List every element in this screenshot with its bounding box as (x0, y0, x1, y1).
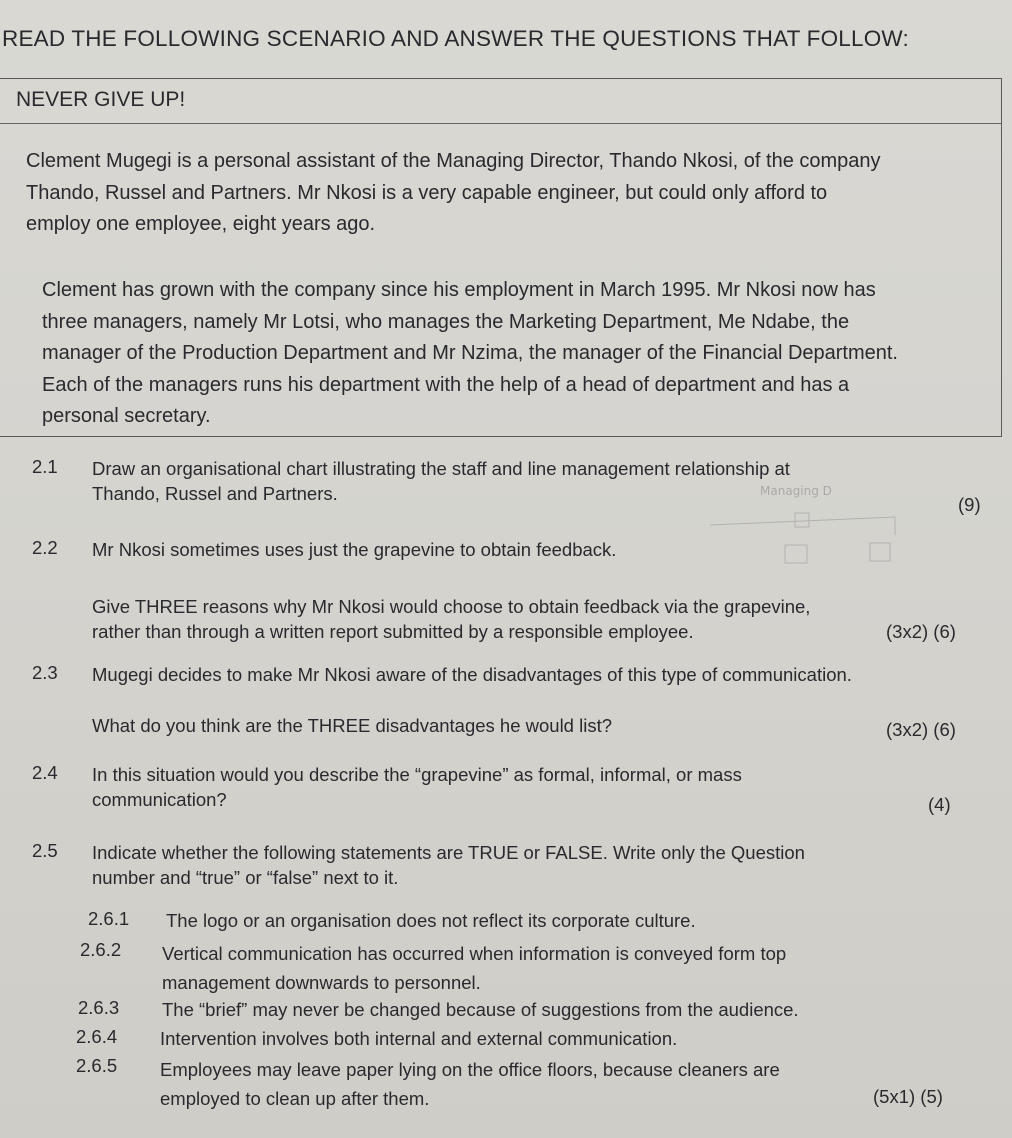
text-line: Thando, Russel and Partners. (92, 483, 338, 504)
statement-number: 2.6.5 (76, 1055, 118, 1076)
question-2-3 (92, 662, 852, 687)
text-line: The “brief” may never be changed because of suggestions from the audience. (162, 999, 799, 1020)
text-line: Mugegi decides to make Mr Nkosi aware of the disadvantages of this type of communication. (92, 664, 852, 685)
statement-number: 2.6.2 (80, 939, 122, 960)
text-line: communication? (92, 789, 227, 810)
question-2-2 (92, 537, 616, 562)
marks: (5x1) (5) (873, 1086, 943, 1107)
text-line: Thando, Russel and Partners. Mr Nkosi is a very capable engineer, but could only afford to (26, 181, 828, 204)
question-2-2-sub (92, 594, 810, 644)
text-line: Intervention involves both internal and external communication. (160, 1028, 678, 1049)
text-line: rather than through a written report submitted by a responsible employee. (92, 621, 694, 642)
text-line: Mr Nkosi sometimes uses just the grapevine to obtain feedback. (92, 539, 617, 560)
text-line: three managers, namely Mr Lotsi, who manages the Marketing Department, Me Ndabe, the (42, 310, 850, 333)
text-line: The logo or an organisation does not reflect its corporate culture. (166, 910, 696, 931)
statement-number: 2.6.4 (76, 1026, 118, 1047)
question-number: 2.1 (32, 456, 58, 477)
text-line: Indicate whether the following statements are TRUE or FALSE. Write only the Question (92, 842, 805, 863)
question-number: 2.2 (32, 537, 58, 558)
text-line: personal secretary. (42, 405, 211, 427)
question-number: 2.4 (32, 762, 58, 783)
marks: (3x2) (6) (886, 719, 956, 740)
question-2-5 (92, 840, 805, 890)
statement (166, 908, 696, 933)
statement (162, 997, 799, 1022)
statement (160, 1055, 780, 1113)
scenario-title: NEVER GIVE UP! (16, 88, 186, 111)
text-line: What do you think are the THREE disadvantages he would list? (92, 715, 613, 736)
text-line: Clement has grown with the company since his employment in March 1995. Mr Nkosi now has (42, 279, 876, 301)
statement (162, 939, 786, 997)
text-line: number and “true” or “false” next to it. (92, 867, 399, 888)
question-2-3-sub (92, 713, 612, 738)
text-line: Give THREE reasons why Mr Nkosi would choose to obtain feedback via the grapevine, (92, 596, 811, 617)
marks: (4) (928, 794, 951, 815)
text-line: Each of the managers runs his department with the help of a head of department and has a (42, 373, 850, 396)
statement (160, 1026, 677, 1051)
marks: (9) (958, 494, 981, 515)
pencil-sketch-org-chart (680, 475, 910, 575)
text-line: management downwards to personnel. (162, 972, 481, 993)
text-line: In this situation would you describe the “grapevine” as formal, informal, or mass (92, 764, 742, 785)
text-line: manager of the Production Department and Mr Nzima, the manager of the Financial Department. (42, 342, 898, 364)
text-line: Employees may leave paper lying on the office floors, because cleaners are (160, 1059, 780, 1080)
text-line: employ one employee, eight years ago. (26, 213, 376, 235)
scenario-paragraph-2 (42, 275, 898, 433)
marks: (3x2) (6) (886, 621, 956, 642)
question-2-4 (92, 762, 742, 812)
question-number: 2.5 (32, 840, 58, 861)
question-number: 2.3 (32, 662, 58, 683)
text-line: Clement Mugegi is a personal assistant of the Managing Director, Thando Nkosi, of the company (26, 150, 881, 172)
text-line: Vertical communication has occurred when information is conveyed form top (162, 943, 787, 964)
text-line: Draw an organisational chart illustrating the staff and line management relationship at (92, 458, 790, 479)
statement-number: 2.6.1 (88, 908, 130, 929)
svg-text:Managing D: Managing D (760, 484, 832, 498)
text-line: employed to clean up after them. (160, 1088, 430, 1109)
instruction-heading: READ THE FOLLOWING SCENARIO AND ANSWER THE QUESTIONS THAT FOLLOW: (2, 26, 909, 51)
scenario-paragraph-1 (26, 146, 881, 241)
statement-number: 2.6.3 (78, 997, 120, 1018)
